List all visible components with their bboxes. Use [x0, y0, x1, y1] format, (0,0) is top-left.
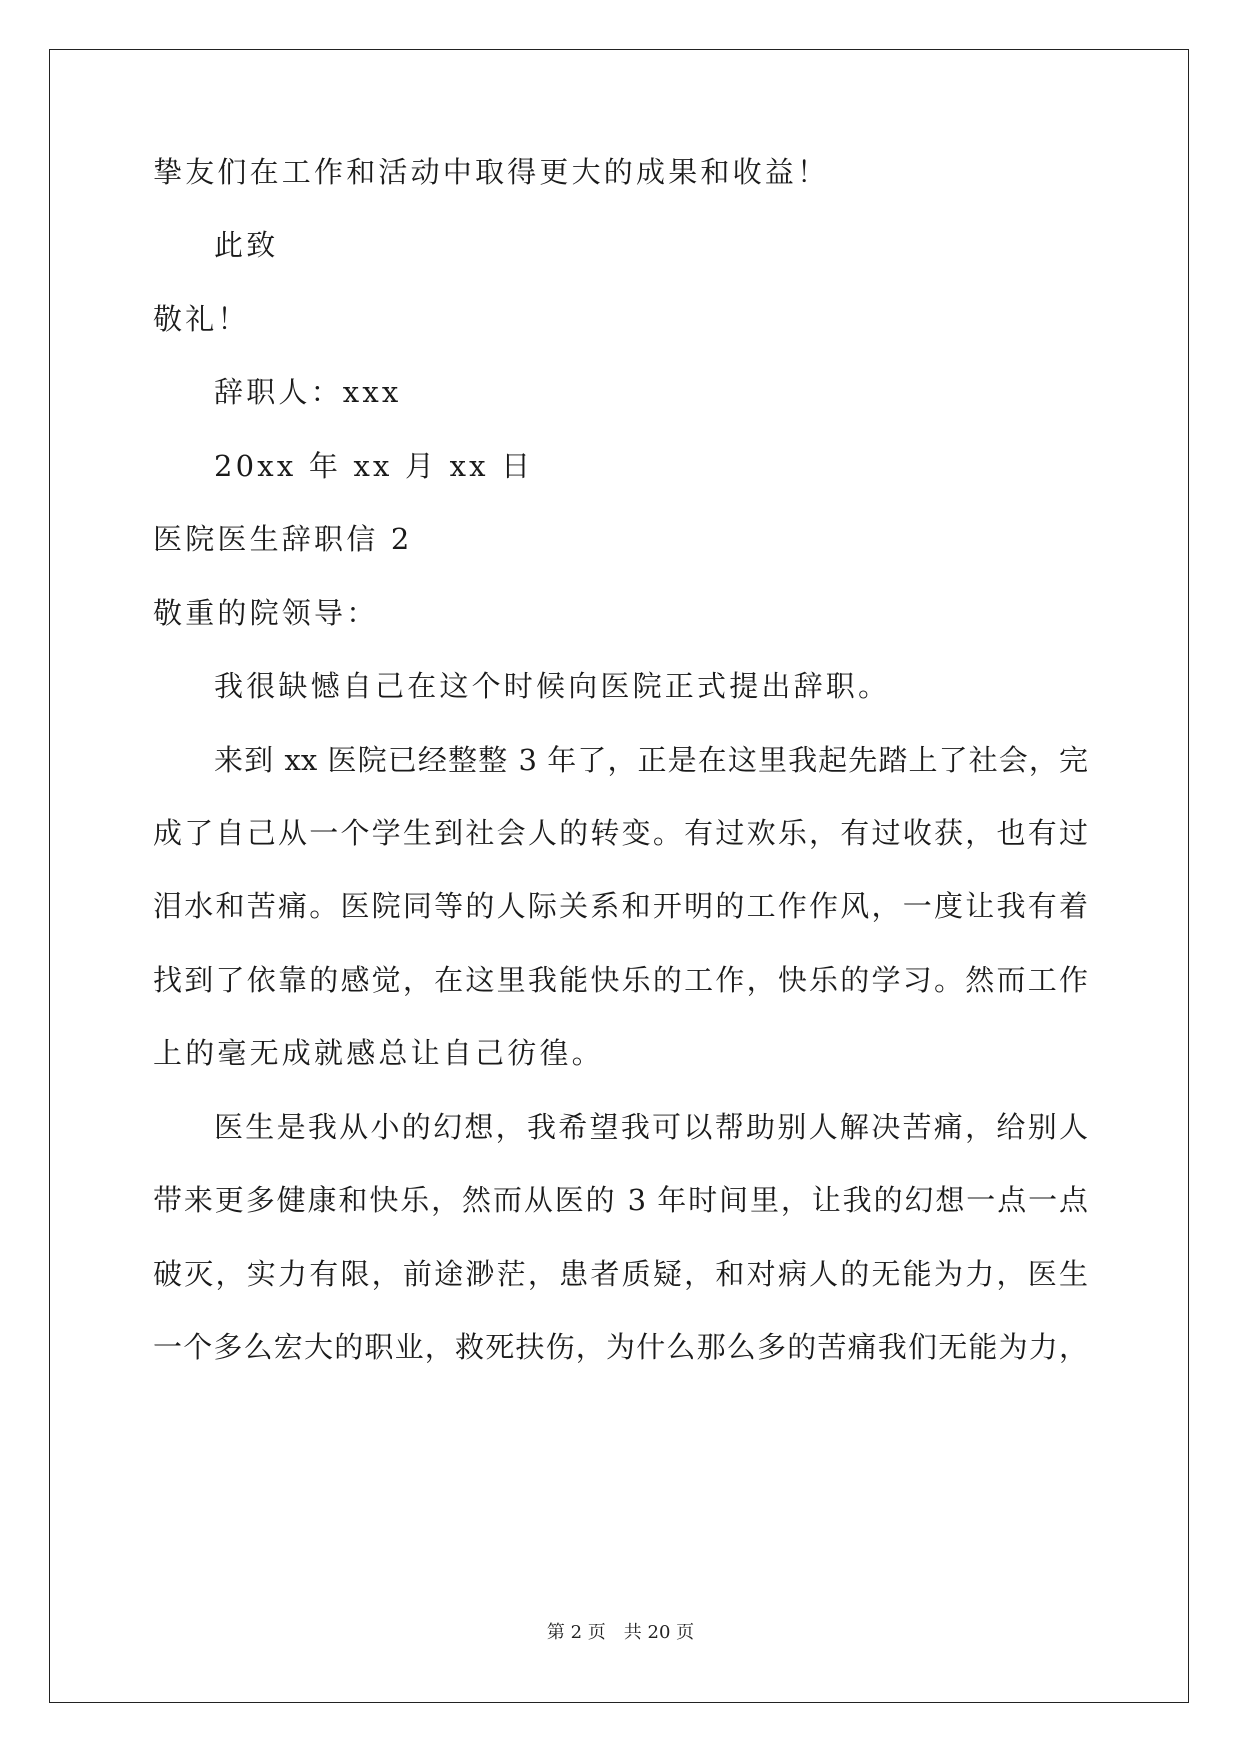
signature-date: 20xx 年 xx 月 xx 日 — [214, 449, 534, 483]
page-total: 共 20 页 — [623, 1622, 695, 1643]
text-line: 上的毫无成就感总让自己彷徨。 — [153, 1036, 604, 1070]
closing-salutation: 此致 — [214, 228, 279, 262]
closing-regards: 敬礼！ — [153, 302, 250, 336]
letter-greeting: 敬重的院领导： — [153, 596, 379, 630]
text-line: 挚友们在工作和活动中取得更大的成果和收益！ — [153, 155, 830, 189]
text-line: 破灭，实力有限，前途渺茫，患者质疑，和对病人的无能为力，医生 — [153, 1257, 1088, 1291]
text-line: 医生是我从小的幻想，我希望我可以帮助别人解决苦痛，给别人 — [214, 1110, 1088, 1144]
page-footer — [0, 1621, 1241, 1645]
text-line: 泪水和苦痛。医院同等的人际关系和开明的工作作风，一度让我有着 — [153, 889, 1088, 923]
text-line: 我很缺憾自己在这个时候向医院正式提出辞职。 — [214, 669, 891, 703]
signature-name: 辞职人：xxx — [214, 375, 402, 409]
text-line: 一个多么宏大的职业，救死扶伤，为什么那么多的苦痛我们无能为力， — [153, 1330, 1088, 1364]
text-line: 带来更多健康和快乐，然而从医的 3 年时间里，让我的幻想一点一点 — [153, 1183, 1088, 1217]
text-line: 来到 xx 医院已经整整 3 年了，正是在这里我起先踏上了社会，完 — [214, 743, 1088, 777]
section-title: 医院医生辞职信 2 — [153, 522, 413, 556]
text-line: 找到了依靠的感觉，在这里我能快乐的工作，快乐的学习。然而工作 — [153, 963, 1088, 997]
page-number: 第 2 页 — [546, 1622, 606, 1643]
text-line: 成了自己从一个学生到社会人的转变。有过欢乐，有过收获，也有过 — [153, 816, 1088, 850]
page-border — [49, 49, 1189, 1703]
